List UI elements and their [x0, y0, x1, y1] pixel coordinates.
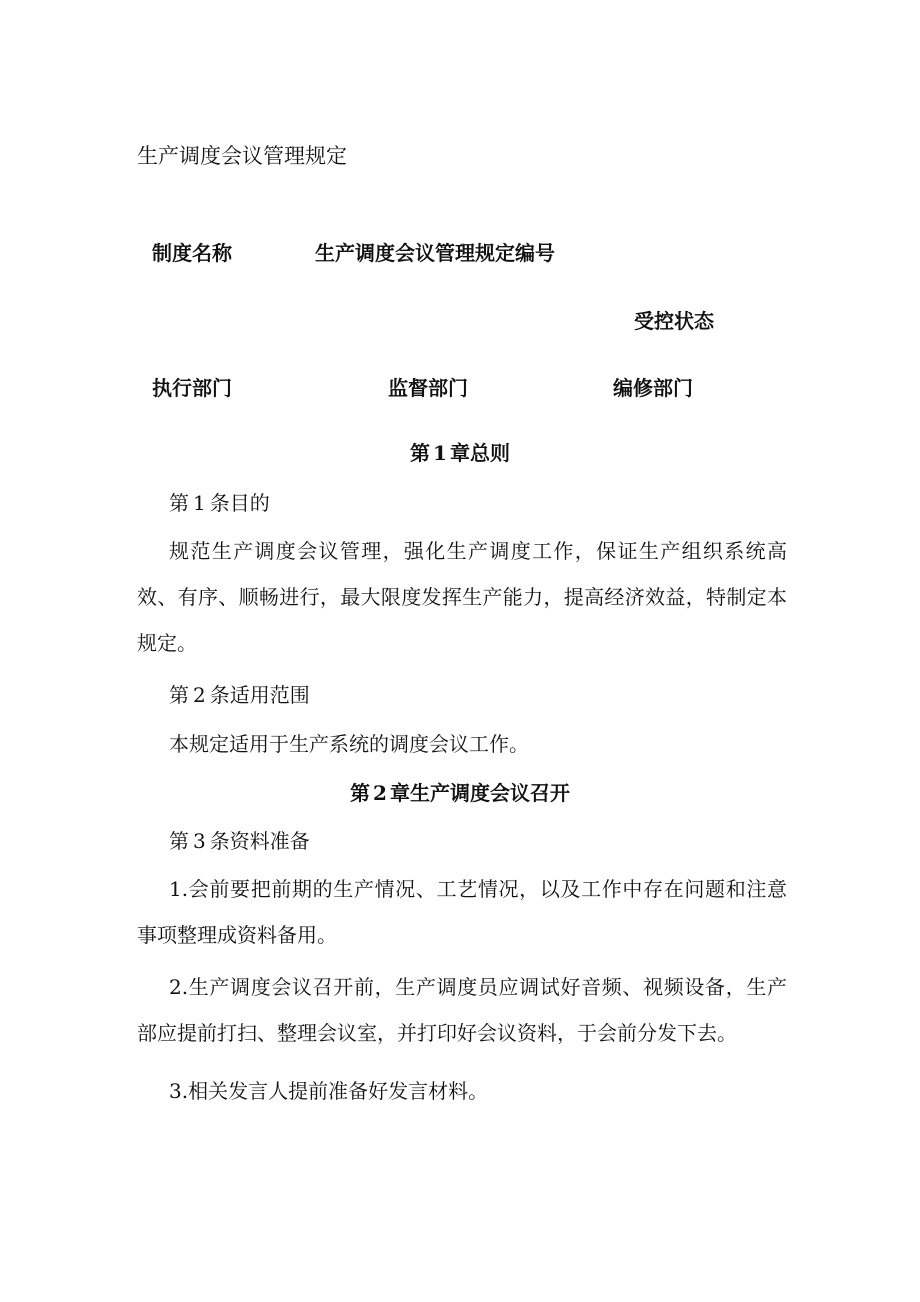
article-3-item-2: 2.生产调度会议召开前，生产调度员应调试好音频、视频设备，生产部应提前打扫、整理会议室，并打印好会议资料，于会前分发下去。 — [137, 975, 787, 1045]
control-status-label: 受控状态 — [634, 309, 714, 333]
article-3-item-1: 1.会前要把前期的生产情况、工艺情况，以及工作中存在问题和注意事项整理成资料备用。 — [137, 877, 787, 947]
article-1-body: 规范生产调度会议管理，强化生产调度工作，保证生产组织系统高效、有序、顺畅进行，最大限度发挥生产能力，提高经济效益，特制定本规定。 — [137, 539, 787, 655]
article-2-body: 本规定适用于生产系统的调度会议工作。 — [169, 732, 529, 756]
system-name-label: 制度名称 — [152, 241, 232, 265]
article-3-item-3: 3.相关发言人提前准备好发言材料。 — [169, 1079, 489, 1103]
article-3-title: 第 3 条资料准备 — [169, 829, 310, 853]
supervising-dept-label: 监督部门 — [388, 376, 468, 400]
document-title: 生产调度会议管理规定 — [137, 144, 347, 168]
system-name-value: 生产调度会议管理规定编号 — [315, 241, 555, 265]
chapter-1-title: 第 1 章总则 — [410, 441, 510, 465]
article-1-title: 第 1 条目的 — [169, 491, 270, 515]
article-2-title: 第 2 条适用范围 — [169, 683, 310, 707]
chapter-2-title: 第 2 章生产调度会议召开 — [350, 781, 570, 805]
executing-dept-label: 执行部门 — [152, 376, 232, 400]
editing-dept-label: 编修部门 — [613, 376, 693, 400]
